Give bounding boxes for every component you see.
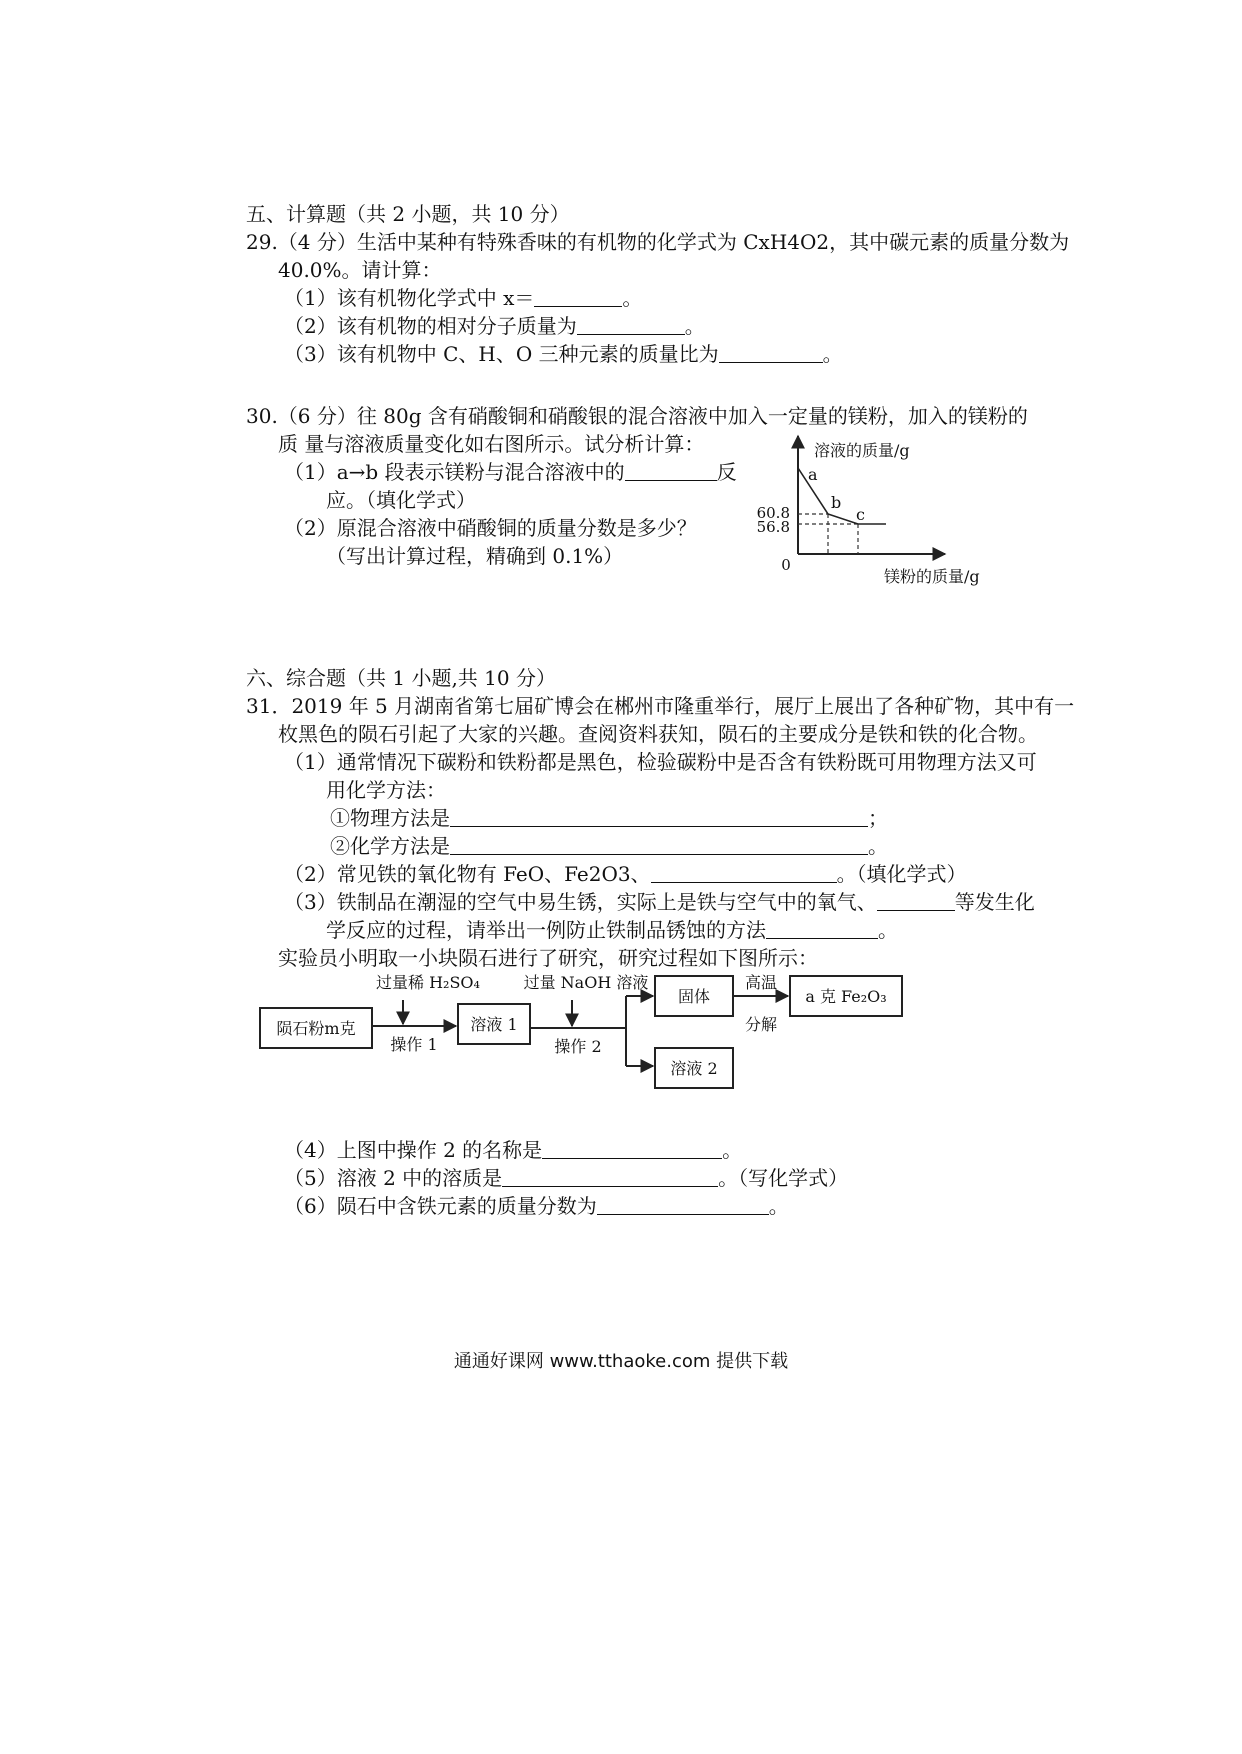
box-start-label: 陨石粉m克 xyxy=(276,1019,356,1038)
q30-stem-line1: 30.（6 分）往 80g 含有硝酸铜和硝酸银的混合溶液中加入一定量的镁粉，加入的镁粉的 xyxy=(246,404,1028,428)
condition-bottom-label: 分解 xyxy=(744,1015,778,1034)
q31-part3-end: 等发生化 xyxy=(954,890,1035,914)
point-label-b: b xyxy=(831,493,842,512)
op-2-label: 操作 2 xyxy=(554,1037,602,1056)
box-fe2o3-label: a 克 Fe₂O₃ xyxy=(805,987,887,1006)
q31-part1-line1: （1）通常情况下碳粉和铁粉都是黑色，检验碳粉中是否含有铁粉既可用物理方法又可 xyxy=(284,750,1037,774)
q31-part2-blank[interactable] xyxy=(651,862,837,883)
q31-part4-end: 。 xyxy=(722,1138,743,1162)
q30-part1-text: （1）a→b 段表示镁粉与混合溶液中的 xyxy=(284,460,625,484)
condition-top-label: 高温 xyxy=(744,973,778,992)
q29-part2-text: （2）该有机物的相对分子质量为 xyxy=(284,314,577,338)
q31-part6 xyxy=(284,1192,789,1220)
q29-part2-blank[interactable] xyxy=(577,314,685,335)
y-tick-label: 60.8 xyxy=(756,504,790,522)
box-solution-1-label: 溶液 1 xyxy=(470,1015,518,1034)
q29-part3-blank[interactable] xyxy=(719,342,823,363)
q31-part2-end: 。（填化学式） xyxy=(836,862,967,886)
section-6-title: 六、综合题（共 1 小题,共 10 分） xyxy=(246,666,556,690)
q31-part3-blank2[interactable] xyxy=(766,918,878,939)
q30-stem-line2: 质 量与溶液质量变化如右图所示。试分析计算： xyxy=(278,432,705,456)
q31-part3-text2: 学反应的过程，请举出一例防止铁制品锈蚀的方法 xyxy=(326,918,766,942)
y-axis-label: 溶液的质量/g xyxy=(814,441,910,460)
flow-diagram xyxy=(250,966,930,1096)
q29-part1-blank[interactable] xyxy=(534,286,622,307)
q29-part1 xyxy=(284,284,642,312)
q31-part3-blank1[interactable] xyxy=(877,890,955,911)
q29-part1-end: 。 xyxy=(622,286,643,310)
reagent-2-label: 过量 NaOH 溶液 xyxy=(523,973,649,992)
q31-method1 xyxy=(330,804,888,832)
q31-method2 xyxy=(330,832,888,860)
box-solution-2-label: 溶液 2 xyxy=(670,1059,718,1078)
q31-method1-blank[interactable] xyxy=(450,806,868,827)
y-tick-label: 56.8 xyxy=(756,518,790,536)
q31-part3-end2: 。 xyxy=(878,918,898,942)
point-label-c: c xyxy=(856,505,865,524)
q29-stem-line1: 29.（4 分）生活中某种有特殊香味的有机物的化学式为 CxH4O2，其中碳元素的质量分数为 xyxy=(246,230,1070,254)
q31-part3-text: （3）铁制品在潮湿的空气中易生锈，实际上是铁与空气中的氧气、 xyxy=(284,890,877,914)
q31-part5-text: （5）溶液 2 中的溶质是 xyxy=(284,1166,503,1190)
q31-part2 xyxy=(284,860,967,888)
q30-part1-end: 反 xyxy=(716,460,737,484)
origin-label: 0 xyxy=(781,556,791,574)
chart-layer xyxy=(757,436,980,586)
box-solid-label: 固体 xyxy=(677,987,711,1006)
q31-part6-blank[interactable] xyxy=(597,1194,769,1215)
point-label-a: a xyxy=(808,465,818,484)
section-5-title: 五、计算题（共 2 小题，共 10 分） xyxy=(246,202,570,226)
q31-method1-end: ； xyxy=(868,806,888,830)
reagent-1-label: 过量稀 H₂SO₄ xyxy=(376,973,480,992)
q29-part3 xyxy=(284,340,843,368)
q30-part1-cont: 应。（填化学式） xyxy=(326,488,476,512)
q31-part3-line2 xyxy=(326,916,898,944)
q31-stem-line2: 枚黑色的陨石引起了大家的兴趣。查阅资料获知，陨石的主要成分是铁和铁的化合物。 xyxy=(278,722,1038,746)
q31-part4-blank[interactable] xyxy=(542,1138,722,1159)
q29-stem-line2: 40.0%。请计算： xyxy=(278,258,442,282)
q31-method2-blank[interactable] xyxy=(450,834,868,855)
q30-part1 xyxy=(284,458,737,486)
q31-part6-end: 。 xyxy=(768,1194,789,1218)
q31-part4 xyxy=(284,1136,742,1164)
q31-method1-text: ①物理方法是 xyxy=(330,806,450,830)
q31-part5-end: 。（写化学式） xyxy=(718,1166,849,1190)
q31-method2-text: ②化学方法是 xyxy=(330,834,450,858)
q29-part1-text: （1）该有机物化学式中 x＝ xyxy=(284,286,535,310)
q29-part2 xyxy=(284,312,705,340)
q30-part2-note: （写出计算过程，精确到 0.1%） xyxy=(326,544,624,568)
q31-part4-text: （4）上图中操作 2 的名称是 xyxy=(284,1138,543,1162)
page-footer: 通通好课网 www.tthaoke.com 提供下载 xyxy=(453,1351,789,1372)
x-axis-label: 镁粉的质量/g xyxy=(884,567,980,586)
mass-chart xyxy=(740,430,1000,600)
q30-part1-blank[interactable] xyxy=(625,460,717,481)
q31-part5 xyxy=(284,1164,848,1192)
op-1-label: 操作 1 xyxy=(390,1035,438,1054)
q31-part6-text: （6）陨石中含铁元素的质量分数为 xyxy=(284,1194,597,1218)
q31-part1-line2: 用化学方法： xyxy=(326,778,446,802)
q31-part5-blank[interactable] xyxy=(502,1166,718,1187)
q29-part3-text: （3）该有机物中 C、H、O 三种元素的质量比为 xyxy=(284,342,719,366)
q31-stem-line1: 31．2019 年 5 月湖南省第七届矿博会在郴州市隆重举行，展厅上展出了各种矿物，其中有一 xyxy=(246,694,1075,718)
q31-part2-text: （2）常见铁的氧化物有 FeO、Fe2O3、 xyxy=(284,862,651,886)
q29-part3-end: 。 xyxy=(822,342,843,366)
q29-part2-end: 。 xyxy=(684,314,705,338)
q31-intro: 实验员小明取一小块陨石进行了研究，研究过程如下图所示： xyxy=(278,946,818,970)
q30-part2: （2）原混合溶液中硝酸铜的质量分数是多少？ xyxy=(284,516,697,540)
q31-method2-end: 。 xyxy=(868,834,888,858)
q31-part3-line1 xyxy=(284,888,1035,916)
